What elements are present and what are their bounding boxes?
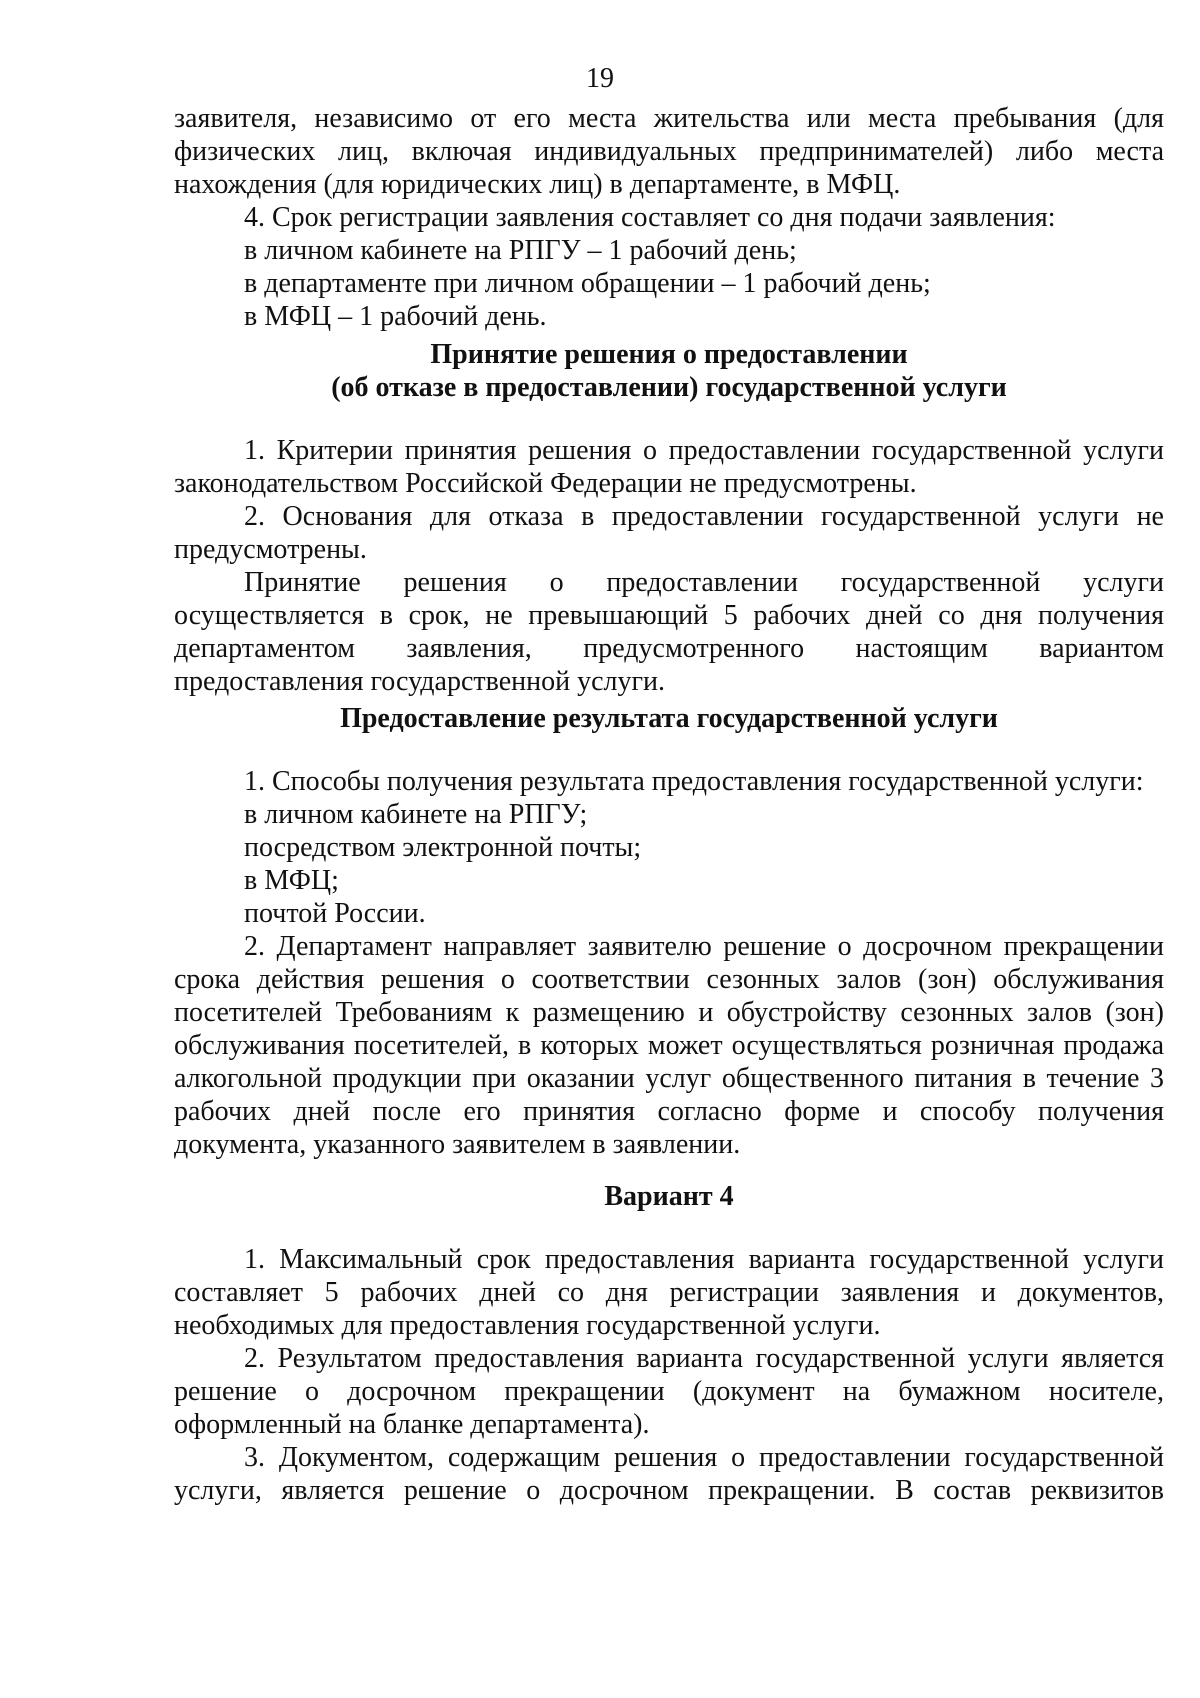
paragraph-continuation: заявителя, независимо от его места жительства или места пребывания (для физических лиц, включая индивидуальных предпринимателей) либо места нахождения (для юридических лиц) в департаменте, в МФЦ. <box>174 103 1164 200</box>
paragraph: 3. Документом, содержащим решения о предоставлении государственной услуги, является решение о досрочном прекращении. В состав реквизитов <box>174 1442 1164 1506</box>
list-item: в департаменте при личном обращении – 1 рабочий день; <box>244 268 931 299</box>
paragraph: 1. Способы получения результата предоставления государственной услуги: <box>244 766 1144 797</box>
list-item: посредством электронной почты; <box>244 832 642 863</box>
paragraph-registration-term: 4. Срок регистрации заявления составляет со дня подачи заявления: <box>244 202 1056 233</box>
section-heading: Предоставление результата государственной услуги <box>340 703 998 734</box>
paragraph: 1. Критерии принятия решения о предоставлении государственной услуги законодательством Российской Федерации не предусмотрены. <box>174 435 1164 499</box>
section-result <box>174 702 1164 1161</box>
paragraph: 2. Результатом предоставления варианта государственной услуги является решение о досрочном прекращении (документ на бумажном носителе, оформленный на бланке департамента). <box>174 1343 1164 1440</box>
list-item: в МФЦ; <box>244 865 339 896</box>
paragraph: 2. Основания для отказа в предоставлении государственной услуги не предусмотрены. <box>174 501 1164 565</box>
section-heading: Принятие решения о предоставлении <box>430 339 908 370</box>
section-heading: (об отказе в предоставлении) государственной услуги <box>331 372 1007 403</box>
paragraph: Принятие решения о предоставлении государственной услуги осуществляется в срок, не превышающий 5 рабочих дней со дня получения департаментом заявления, предусмотренного настоящим вариантом предоставления государственной услуги. <box>174 567 1164 697</box>
list-item: в личном кабинете на РПГУ – 1 рабочий день; <box>244 235 797 266</box>
paragraph: 2. Департамент направляет заявителю решение о досрочном прекращении срока действия решения о соответствии сезонных залов (зон) обслуживания посетителей Требованиям к размещению и обустройству сезонных залов (зон) обслуживания посетителей, в которых может осуществляться розничная продажа алкогольной продукции при оказании услуг общественного питания в течение 3 рабочих дней после его принятия согласно форме и способу получения документа, указанного заявителем в заявлении. <box>174 931 1164 1160</box>
page-number: 19 <box>586 63 614 94</box>
section-variant-4 <box>174 1180 1164 1507</box>
section-decision <box>174 338 1164 698</box>
list-item: в личном кабинете на РПГУ; <box>244 799 588 830</box>
intro-block <box>174 102 1164 333</box>
paragraph: 1. Максимальный срок предоставления варианта государственной услуги составляет 5 рабочих дней со дня регистрации заявления и документов, необходимых для предоставления государственной услуги. <box>174 1244 1164 1341</box>
list-item: почтой России. <box>244 898 426 929</box>
list-item: в МФЦ – 1 рабочий день. <box>244 301 547 332</box>
section-heading: Вариант 4 <box>604 1181 734 1212</box>
